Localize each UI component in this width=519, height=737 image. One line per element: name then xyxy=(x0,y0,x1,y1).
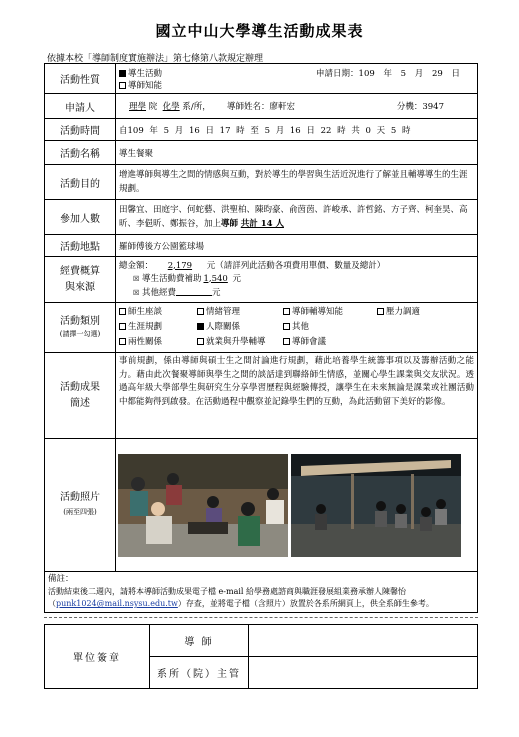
purpose-row xyxy=(45,165,478,200)
checkbox-icon[interactable] xyxy=(119,308,126,315)
category-option[interactable]: 生涯規劃 xyxy=(119,320,197,335)
category-line xyxy=(119,320,474,335)
results-row xyxy=(45,353,478,439)
participants-row xyxy=(45,200,478,235)
checkbox-icon[interactable] xyxy=(283,323,290,330)
notes-line1: 活動結束後二週內，請將本導師活動成果電子檔 e-mail 給學務處諮商與職涯發展組業務承辦人陳馨怡 xyxy=(48,586,406,596)
participants-label: 參加人數 xyxy=(45,200,116,235)
category-option[interactable]: 就業與升學輔導 xyxy=(197,335,283,350)
name-value: 導生餐聚 xyxy=(116,141,478,165)
extension: 3947 xyxy=(422,102,444,112)
checkbox-icon[interactable] xyxy=(197,338,204,345)
photos-cell xyxy=(116,439,478,572)
category-option[interactable]: 壓力調適 xyxy=(377,305,457,320)
sign-mentor-field[interactable] xyxy=(249,625,478,657)
category-line xyxy=(119,335,474,350)
checkbox-icon[interactable] xyxy=(197,323,204,330)
results-label: 活動成果 簡述 xyxy=(45,353,116,439)
sign-label: 單位簽章 xyxy=(45,625,150,689)
budget-cell: 總金額： 2,179 元（請詳列此活動各項費用單價、數量及總計） ☒ 導生活動費補助 1,540 元 ☒ 其他經費 元 xyxy=(116,257,478,303)
nature-label: 活動性質 xyxy=(45,64,116,94)
page-subtitle: 依據本校「導師制度實施辦法」第七條第八款規定辦理 xyxy=(47,54,264,64)
applicant-row xyxy=(45,94,478,119)
applicant-cell: 理學 院 化學 系/所， 導師姓名：廖軒宏 分機：3947 xyxy=(116,94,478,119)
checkbox-icon[interactable] xyxy=(197,308,204,315)
budget-total: 2,179 xyxy=(167,260,193,271)
category-line xyxy=(119,305,474,320)
page-title: 國立中山大學導生活動成果表 xyxy=(155,22,364,40)
category-label: 活動類別 (請擇一勾選) xyxy=(45,303,116,353)
cut-line xyxy=(44,617,478,618)
sign-chair-field[interactable] xyxy=(249,657,478,689)
purpose-label: 活動目的 xyxy=(45,165,116,200)
checkbox-mark-icon: ☒ xyxy=(133,274,140,283)
budget-other xyxy=(176,286,212,296)
category-option[interactable]: 導師輔導知能 xyxy=(283,305,377,320)
time-label: 活動時間 xyxy=(45,119,116,141)
checkbox-icon[interactable] xyxy=(119,70,126,77)
checkbox-icon[interactable] xyxy=(283,338,290,345)
nature-option-1[interactable]: 導師知能 xyxy=(119,79,162,91)
category-cell xyxy=(116,303,478,353)
category-option[interactable]: 師生座談 xyxy=(119,305,197,320)
name-row xyxy=(45,141,478,165)
nature-option-0[interactable]: 導生活動 xyxy=(119,67,162,79)
location-row xyxy=(45,235,478,257)
category-option[interactable]: 導師會議 xyxy=(283,335,377,350)
college-value: 理學 xyxy=(129,102,147,112)
category-option[interactable]: 其他 xyxy=(283,320,377,335)
activity-photo-1 xyxy=(118,454,288,557)
dept-value: 化學 xyxy=(162,102,180,112)
photos-row xyxy=(45,439,478,572)
time-value: 自109 年 5 月 16 日 17 時 至 5 月 16 日 22 時 共 0 天 5 時 xyxy=(116,119,478,141)
mentor-name: 廖軒宏 xyxy=(269,102,295,112)
apply-date: 申請日期：109 年 5 月 29 日 xyxy=(316,68,460,79)
contact-email-link[interactable]: punk1024@mail.nsysu.edu.tw xyxy=(56,599,178,608)
notes-cell: 備註： 活動結束後二週內，請將本導師活動成果電子檔 e-mail 給學務處諮商與職涯發展組業務承辦人陳馨怡 （punk1024@mail.nsysu.edu.tw）存查，並將電子檔（含照片）放置於各系所網頁上，供全系師生參考。 xyxy=(45,572,478,613)
results-value: 事前規劃，係由導師與碩士生之間討論進行規劃，藉此培養學生統籌事項以及籌辦活動之能力。藉由此次餐聚導師與學生之間的談話達到聯絡師生情感，並關心學生課業與交友狀況。透過高年級大學部學生與研究生分享學習歷程與經驗傳授，讓學生在未來無論是課業或社團活動中都能夠得到啟發。在活動過程中觀察並記錄學生們的互動，為此活動留下美好的影像。 xyxy=(116,353,478,439)
participants-cell: 田馨宜、田庭宇、何蛇藝、洪聖柏、陳昀豪、俞茵茵、許峻承、許哲銘、方子齊、柯奎昊、高昕、李俋昕、鄭振谷，加上導師 共計 14 人 xyxy=(116,200,478,235)
checkbox-icon[interactable] xyxy=(119,338,126,345)
checkbox-mark-icon: ☒ xyxy=(133,288,140,297)
nature-options xyxy=(119,67,162,91)
applicant-label: 申請人 xyxy=(45,94,116,119)
participant-total: 共計 14 人 xyxy=(240,219,284,229)
activity-photo-2 xyxy=(291,454,461,557)
nature-row xyxy=(45,64,478,94)
checkbox-icon[interactable] xyxy=(119,323,126,330)
nature-cell xyxy=(116,64,478,94)
purpose-value: 增進導師與導生之間的情感與互動，對於導生的學習與生活近況進行了解並且輔導導生的生涯規劃。 xyxy=(116,165,478,200)
notes-label: 備註： xyxy=(48,574,74,584)
report-table xyxy=(44,63,478,613)
name-label: 活動名稱 xyxy=(45,141,116,165)
checkbox-icon[interactable] xyxy=(377,308,384,315)
budget-label: 經費概算 與來源 xyxy=(45,257,116,303)
checkbox-icon[interactable] xyxy=(119,82,126,89)
budget-subsidy: 1,540 xyxy=(203,273,228,284)
checkbox-icon[interactable] xyxy=(283,308,290,315)
sign-chair-label: 系所（院）主管 xyxy=(150,657,249,689)
notes-row xyxy=(45,572,478,613)
sign-mentor-label: 導 師 xyxy=(150,625,249,657)
category-row xyxy=(45,303,478,353)
category-option[interactable]: 兩性關係 xyxy=(119,335,197,350)
budget-row xyxy=(45,257,478,303)
photos-label: 活動照片 (兩至四張) xyxy=(45,439,116,572)
location-label: 活動地點 xyxy=(45,235,116,257)
signature-table xyxy=(44,624,478,689)
time-row xyxy=(45,119,478,141)
location-value: 羅師傅後方公園籃球場 xyxy=(116,235,478,257)
category-option[interactable]: 情緒管理 xyxy=(197,305,283,320)
category-option[interactable]: 人際關係 xyxy=(197,320,283,335)
